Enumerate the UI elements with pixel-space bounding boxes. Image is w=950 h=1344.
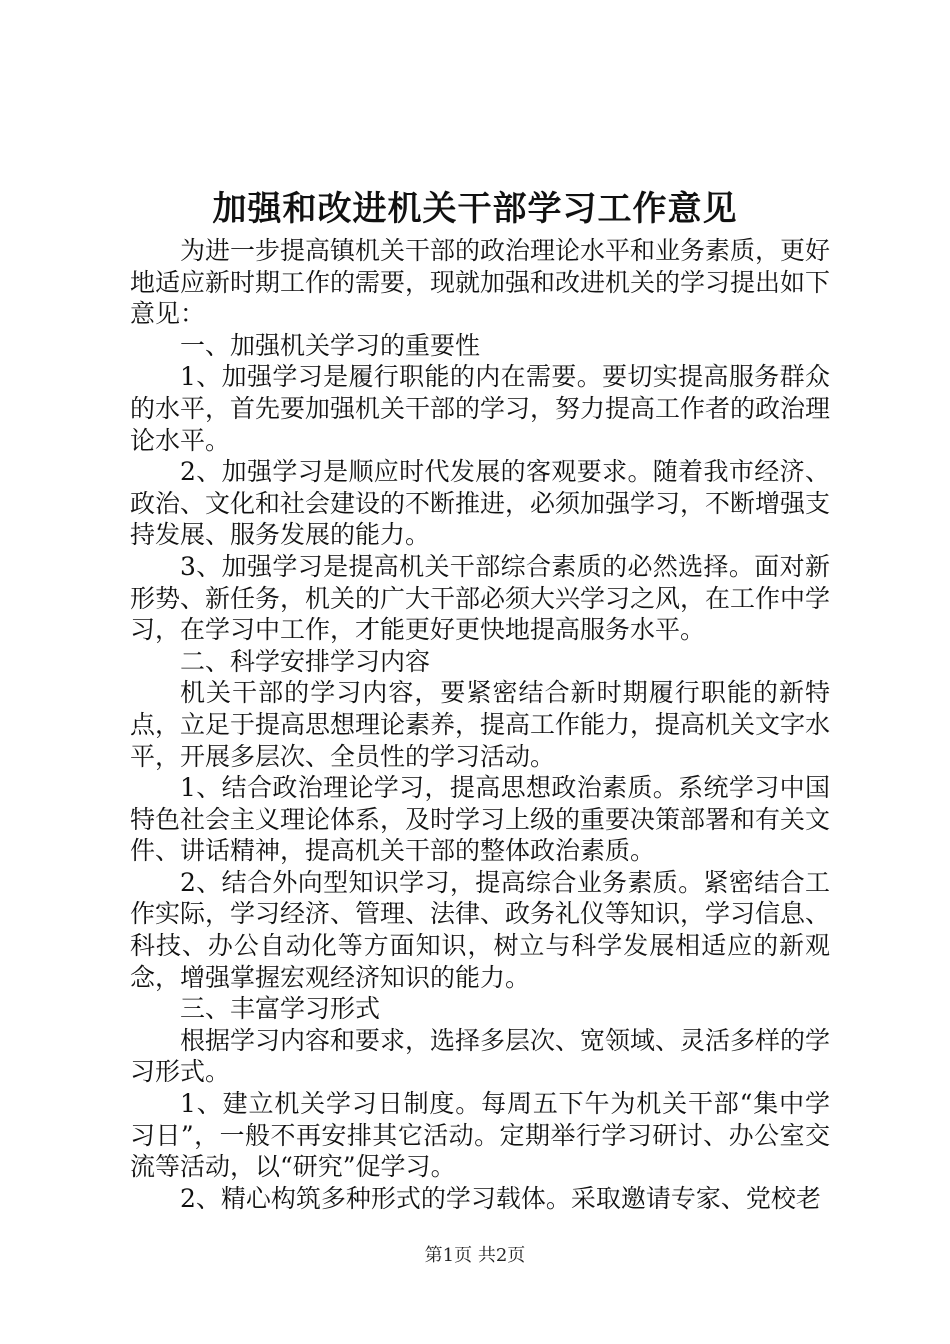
paragraph: 1、结合政治理论学习，提高思想政治素质。系统学习中国特色社会主义理论体系，及时学习上级的重要决策部署和有关文件、讲话精神，提高机关干部的整体政治素质。 [130, 773, 831, 866]
paragraph: 1、建立机关学习日制度。每周五下午为机关干部“集中学习日”，一般不再安排其它活动。定期举行学习研讨、办公室交流等活动，以“研究”促学习。 [130, 1089, 830, 1182]
paragraph: 机关干部的学习内容，要紧密结合新时期履行职能的新特点，立足于提高思想理论素养，提高工作能力，提高机关文字水平，开展多层次、全员性的学习活动。 [130, 678, 831, 771]
intro-paragraph: 为进一步提高镇机关干部的政治理论水平和业务素质，更好地适应新时期工作的需要，现就加强和改进机关的学习提出如下意见： [130, 236, 831, 329]
section-heading-1: 一、加强机关学习的重要性 [180, 330, 481, 360]
page-footer: 第1页 共2页 [424, 1245, 526, 1266]
paragraph: 2、结合外向型知识学习，提高综合业务素质。紧密结合工作实际，学习经济、管理、法律、政务礼仪等知识，学习信息、科技、办公自动化等方面知识，树立与科学发展相适应的新观念，增强掌握宏观经济知识的能力。 [130, 867, 831, 992]
document-body [130, 235, 830, 1214]
paragraph: 1、加强学习是履行职能的内在需要。要切实提高服务群众的水平，首先要加强机关干部的学习，努力提高工作者的政治理论水平。 [130, 362, 831, 455]
document-title: 加强和改进机关干部学习工作意见 [212, 189, 738, 229]
paragraph: 3、加强学习是提高机关干部综合素质的必然选择。面对新形势、新任务，机关的广大干部必须大兴学习之风，在工作中学习，在学习中工作，才能更好更快地提高服务水平。 [130, 551, 831, 645]
paragraph: 2、精心构筑多种形式的学习载体。采取邀请专家、党校老 [180, 1183, 821, 1213]
section-heading-3: 三、丰富学习形式 [180, 994, 381, 1024]
paragraph: 2、加强学习是顺应时代发展的客观要求。随着我市经济、政治、文化和社会建设的不断推进，必须加强学习，不断增强支持发展、服务发展的能力。 [130, 457, 831, 550]
paragraph: 根据学习内容和要求，选择多层次、宽领域、灵活多样的学习形式。 [130, 1025, 831, 1087]
section-heading-2: 二、科学安排学习内容 [180, 646, 431, 676]
